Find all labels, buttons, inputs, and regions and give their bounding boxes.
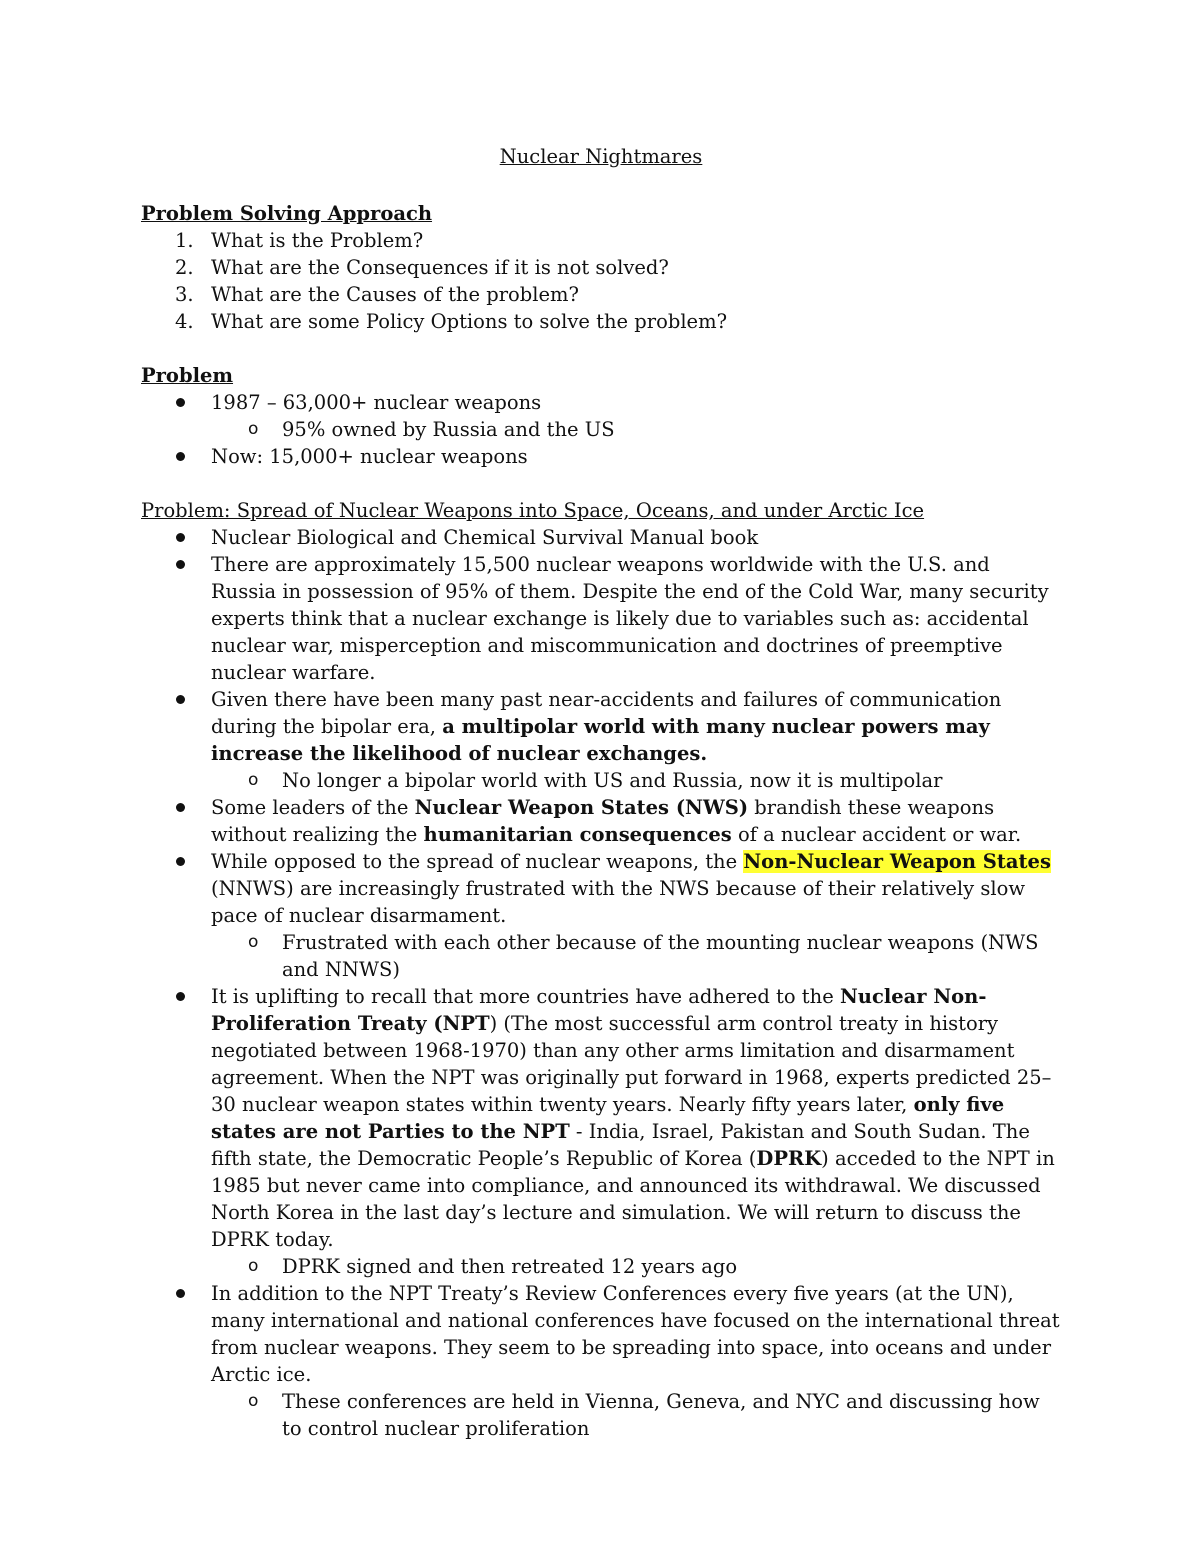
bullet-icon xyxy=(176,803,185,812)
document-page xyxy=(141,140,1061,1469)
bullet-icon xyxy=(176,992,185,1001)
sub-bullet-icon: o xyxy=(248,1256,259,1276)
item-text: What are the Consequences if it is not solved? xyxy=(211,256,669,279)
item-text: of a nuclear accident or war. xyxy=(731,823,1022,846)
item-text: Given there have been many past near-accidents and failures of communication during the bipolar era, xyxy=(211,688,1002,738)
list-item xyxy=(141,281,1061,308)
list-item xyxy=(141,254,1061,281)
sub-list xyxy=(211,1253,1061,1280)
bullet-icon xyxy=(176,560,185,569)
list-item xyxy=(141,686,1061,794)
highlighted-text: Non-Nuclear Weapon States xyxy=(743,850,1051,873)
sub-item xyxy=(141,1253,1061,1280)
problem-section xyxy=(141,362,1061,470)
list-item xyxy=(141,227,1061,254)
sub-list xyxy=(211,1388,1061,1442)
item-text: 1987 – 63,000+ nuclear weapons xyxy=(211,391,542,414)
sub-bullet-icon: o xyxy=(248,770,259,790)
list-item xyxy=(141,443,1061,470)
item-text: While opposed to the spread of nuclear weapons, the xyxy=(211,850,744,873)
item-text: In addition to the NPT Treaty’s Review Conferences every five years (at the UN), many international and national conferences have focused on the international threat from nuclear weapons. They seem to be spreading into space, into oceans and under Arctic ice. xyxy=(211,1282,1060,1386)
item-text: (NNWS) are increasingly frustrated with the NWS because of their relatively slow pace of nuclear disarmament. xyxy=(211,877,1026,927)
sub-item xyxy=(141,416,1061,443)
item-number: 3. xyxy=(175,283,194,306)
sub-list xyxy=(211,416,1061,443)
sub-list xyxy=(211,767,1061,794)
list-item xyxy=(141,983,1061,1280)
list-item xyxy=(141,308,1061,335)
item-number: 2. xyxy=(175,256,194,279)
approach-list xyxy=(141,227,1061,335)
item-text: Now: 15,000+ nuclear weapons xyxy=(211,445,528,468)
bullet-icon xyxy=(176,857,185,866)
bullet-icon xyxy=(176,533,185,542)
spread-section xyxy=(141,497,1061,1442)
item-text: ) acceded to the NPT in 1985 but never came into compliance, and announced its withdrawal. We discussed North Korea in the last day’s lecture and simulation. We will return to discuss the DPRK today. xyxy=(211,1147,1055,1251)
list-item xyxy=(141,551,1061,686)
emphasis-text: DPRK xyxy=(756,1147,822,1170)
sub-item-text: These conferences are held in Vienna, Geneva, and NYC and discussing how to control nuclear proliferation xyxy=(282,1390,1040,1440)
problem-list xyxy=(141,389,1061,470)
sub-item xyxy=(141,929,1061,983)
emphasis-text: Nuclear Non-Proliferation Treaty (NPT xyxy=(211,985,987,1035)
document-title: Nuclear Nightmares xyxy=(499,145,703,168)
spread-heading: Problem: Spread of Nuclear Weapons into Space, Oceans, and under Arctic Ice xyxy=(141,499,925,522)
sub-bullet-icon: o xyxy=(248,932,259,952)
sub-bullet-icon: o xyxy=(248,1391,259,1411)
emphasis-text: humanitarian consequences xyxy=(423,823,732,846)
item-text: brandish these weapons without realizing the xyxy=(211,796,995,846)
sub-item xyxy=(141,767,1061,794)
list-item xyxy=(141,794,1061,848)
item-text: Nuclear Biological and Chemical Survival Manual book xyxy=(211,526,759,549)
bullet-icon xyxy=(176,695,185,704)
bullet-icon xyxy=(176,398,185,407)
item-text: What are some Policy Options to solve the problem? xyxy=(211,310,728,333)
item-text: It is uplifting to recall that more countries have adhered to the xyxy=(211,985,840,1008)
bullet-icon xyxy=(176,452,185,461)
item-number: 1. xyxy=(175,229,194,252)
sub-item-text: DPRK signed and then retreated 12 years ago xyxy=(282,1255,738,1278)
sub-item xyxy=(141,1388,1061,1442)
item-text: There are approximately 15,500 nuclear weapons worldwide with the U.S. and Russia in possession of 95% of them. Despite the end of the Cold War, many security experts think that a nuclear exchange is likely due to variables such as: accidental nuclear war, misperception and miscommunication and doctrines of preemptive nuclear warfare. xyxy=(211,553,1049,684)
list-item xyxy=(141,524,1061,551)
item-text: - India, Israel, Pakistan and South Sudan. The fifth state, the Democratic People’s Republic of Korea ( xyxy=(211,1120,1030,1170)
emphasis-text: a multipolar world with many nuclear powers may increase the likelihood of nuclear exchanges. xyxy=(211,715,990,765)
bullet-icon xyxy=(176,1289,185,1298)
sub-list xyxy=(211,929,1061,983)
emphasis-text: Nuclear Weapon States (NWS) xyxy=(414,796,749,819)
item-text: What is the Problem? xyxy=(211,229,424,252)
approach-section xyxy=(141,200,1061,335)
item-text: ) (The most successful arm control treaty in history negotiated between 1968-1970) than any other arms limitation and disarmament agreement. When the NPT was originally put forward in 1968, experts predicted 25–30 nuclear weapon states within twenty years. Nearly fifty years later, xyxy=(211,1012,1052,1116)
list-item xyxy=(141,1280,1061,1442)
list-item xyxy=(141,389,1061,443)
list-item xyxy=(141,848,1061,983)
sub-item-text: 95% owned by Russia and the US xyxy=(282,418,615,441)
item-number: 4. xyxy=(175,310,194,333)
problem-heading: Problem xyxy=(141,364,234,387)
sub-item-text: No longer a bipolar world with US and Russia, now it is multipolar xyxy=(282,769,943,792)
spread-list xyxy=(141,524,1061,1442)
item-text: Some leaders of the xyxy=(211,796,415,819)
sub-item-text: Frustrated with each other because of the mounting nuclear weapons (NWS and NNWS) xyxy=(282,931,1039,981)
emphasis-text: only five states are not Parties to the NPT xyxy=(211,1093,1005,1143)
item-text: What are the Causes of the problem? xyxy=(211,283,579,306)
sub-bullet-icon: o xyxy=(248,419,259,439)
approach-heading: Problem Solving Approach xyxy=(141,202,433,225)
